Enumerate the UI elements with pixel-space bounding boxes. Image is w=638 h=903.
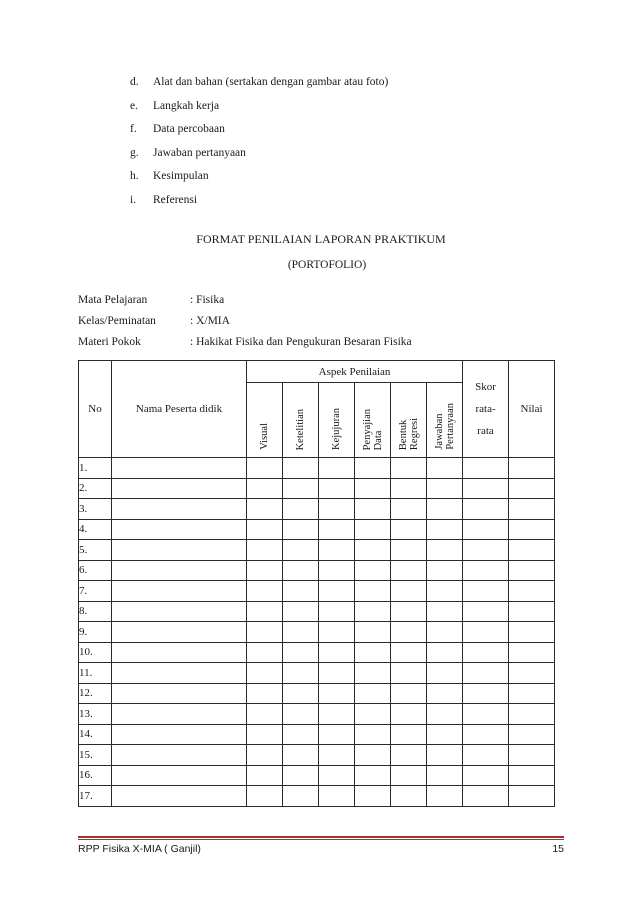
list-item: [130, 95, 388, 119]
table-cell: [391, 745, 427, 766]
table-cell: [355, 683, 391, 704]
table-cell: [509, 622, 555, 643]
aspect-header-line: Jawaban: [433, 413, 445, 450]
table-cell: [509, 601, 555, 622]
list-item: [130, 189, 388, 213]
table-cell: [247, 663, 283, 684]
table-cell: [391, 601, 427, 622]
table-cell: [112, 786, 247, 807]
table-cell: [427, 765, 463, 786]
list-marker: i.: [130, 193, 137, 206]
table-cell: [463, 745, 509, 766]
table-row: [79, 622, 555, 643]
table-cell: [509, 642, 555, 663]
form-title: FORMAT PENILAIAN LAPORAN PRAKTIKUM: [196, 232, 446, 246]
row-number: 4.: [79, 519, 112, 540]
list-text: Langkah kerja: [153, 99, 220, 112]
metadata-row: [78, 290, 412, 311]
row-number: 3.: [79, 499, 112, 520]
table-cell: [283, 478, 319, 499]
table-cell: [319, 683, 355, 704]
table-cell: [283, 622, 319, 643]
table-cell: [427, 601, 463, 622]
aspect-header: [319, 383, 355, 458]
table-cell: [463, 622, 509, 643]
row-number: 8.: [79, 601, 112, 622]
list-item: [130, 142, 388, 166]
table-cell: [391, 540, 427, 561]
table-cell: [319, 478, 355, 499]
row-number: 13.: [79, 704, 112, 725]
table-cell: [509, 765, 555, 786]
metadata-value: : Fisika: [190, 294, 225, 306]
form-metadata: [78, 290, 412, 353]
table-cell: [319, 560, 355, 581]
table-cell: [112, 519, 247, 540]
table-cell: [391, 478, 427, 499]
row-number: 5.: [79, 540, 112, 561]
table-cell: [112, 499, 247, 520]
table-cell: [509, 499, 555, 520]
table-cell: [355, 478, 391, 499]
table-cell: [319, 786, 355, 807]
table-cell: [427, 560, 463, 581]
table-cell: [463, 560, 509, 581]
table-cell: [355, 724, 391, 745]
table-cell: [427, 581, 463, 602]
table-cell: [391, 622, 427, 643]
table-cell: [319, 622, 355, 643]
aspect-header: [283, 383, 319, 458]
list-marker: f.: [130, 123, 137, 135]
table-cell: [283, 458, 319, 479]
table-cell: [283, 499, 319, 520]
list-marker: e.: [130, 99, 138, 112]
table-cell: [355, 745, 391, 766]
table-cell: [427, 724, 463, 745]
list-text: Kesimpulan: [153, 170, 209, 182]
table-cell: [247, 642, 283, 663]
table-cell: [391, 581, 427, 602]
table-cell: [427, 540, 463, 561]
table-cell: [509, 581, 555, 602]
table-cell: [427, 499, 463, 520]
table-cell: [247, 765, 283, 786]
row-number: 9.: [79, 622, 112, 643]
footer-rule: [78, 836, 564, 838]
table-cell: [391, 458, 427, 479]
table-cell: [319, 601, 355, 622]
table-cell: [355, 704, 391, 725]
table-cell: [112, 704, 247, 725]
column-average-score-header: [463, 361, 509, 458]
table-cell: [355, 519, 391, 540]
table-cell: [463, 581, 509, 602]
table-cell: [391, 560, 427, 581]
table-cell: [355, 458, 391, 479]
list-text: Data percobaan: [153, 123, 225, 135]
table-cell: [463, 683, 509, 704]
table-cell: [463, 519, 509, 540]
table-cell: [355, 786, 391, 807]
footer-document-title: RPP Fisika X-MIA ( Ganjil): [78, 843, 201, 855]
table-cell: [247, 458, 283, 479]
metadata-value: : Hakikat Fisika dan Pengukuran Besaran Fisika: [190, 336, 412, 348]
table-cell: [355, 642, 391, 663]
aspect-header-line: Visual: [259, 423, 270, 450]
table-cell: [391, 642, 427, 663]
table-cell: [463, 458, 509, 479]
aspect-header-line: Bentuk: [397, 419, 409, 450]
metadata-row: [78, 332, 412, 353]
row-number: 11.: [79, 663, 112, 684]
table-cell: [283, 560, 319, 581]
table-cell: [112, 622, 247, 643]
aspect-header-label: [434, 403, 456, 450]
table-cell: [427, 786, 463, 807]
table-cell: [247, 786, 283, 807]
table-cell: [319, 724, 355, 745]
page-number: 15: [552, 843, 564, 855]
table-cell: [112, 458, 247, 479]
aspect-header: [391, 383, 427, 458]
table-cell: [509, 540, 555, 561]
table-cell: [247, 540, 283, 561]
table-cell: [112, 581, 247, 602]
table-row: [79, 519, 555, 540]
average-score-header-line: rata-: [475, 403, 496, 415]
aspect-header-label: [398, 418, 420, 450]
table-cell: [283, 642, 319, 663]
table-row: [79, 663, 555, 684]
table-row: [79, 581, 555, 602]
metadata-value: : X/MIA: [190, 315, 230, 327]
table-cell: [355, 601, 391, 622]
metadata-label: Mata Pelajaran: [78, 294, 148, 306]
row-number: 15.: [79, 745, 112, 766]
table-row: [79, 540, 555, 561]
aspect-header-line: Data: [372, 430, 384, 450]
table-cell: [509, 704, 555, 725]
table-row: [79, 499, 555, 520]
aspect-header-line: Kejujuran: [331, 408, 342, 450]
aspect-header-label: [362, 409, 384, 450]
table-cell: [509, 458, 555, 479]
table-row: [79, 683, 555, 704]
list-text: Jawaban pertanyaan: [153, 146, 246, 159]
table-cell: [391, 499, 427, 520]
table-cell: [112, 745, 247, 766]
table-row: [79, 704, 555, 725]
table-cell: [391, 724, 427, 745]
table-cell: [427, 519, 463, 540]
table-row: [79, 458, 555, 479]
table-cell: [112, 478, 247, 499]
table-cell: [463, 499, 509, 520]
report-components-list: [130, 71, 388, 212]
table-row: [79, 724, 555, 745]
table-cell: [355, 581, 391, 602]
list-text: Referensi: [153, 193, 198, 206]
table-cell: [509, 560, 555, 581]
table-cell: [463, 601, 509, 622]
table-cell: [391, 683, 427, 704]
table-row: [79, 601, 555, 622]
row-number: 7.: [79, 581, 112, 602]
table-cell: [355, 560, 391, 581]
table-cell: [509, 519, 555, 540]
table-cell: [355, 540, 391, 561]
column-grade-header: Nilai: [509, 361, 555, 458]
table-cell: [463, 478, 509, 499]
row-number: 6.: [79, 560, 112, 581]
table-cell: [427, 622, 463, 643]
table-cell: [355, 765, 391, 786]
table-cell: [509, 683, 555, 704]
table-row: [79, 765, 555, 786]
table-cell: [427, 478, 463, 499]
column-no-header: No: [79, 361, 112, 458]
row-number: 17.: [79, 786, 112, 807]
aspect-group-header: Aspek Penilaian: [247, 361, 463, 383]
table-cell: [427, 642, 463, 663]
aspect-header: [247, 383, 283, 458]
table-cell: [427, 663, 463, 684]
table-row: [79, 478, 555, 499]
list-text: Alat dan bahan (sertakan dengan gambar atau foto): [153, 76, 389, 88]
aspect-header-line: Penyajian: [361, 408, 373, 450]
average-score-header-line: Skor: [475, 381, 496, 393]
aspect-header-line: Regresi: [408, 417, 420, 450]
table-cell: [355, 499, 391, 520]
table-cell: [355, 663, 391, 684]
table-cell: [319, 663, 355, 684]
table-row: [79, 642, 555, 663]
aspect-header-label: [295, 409, 306, 450]
row-number: 1.: [79, 458, 112, 479]
table-cell: [283, 601, 319, 622]
table-cell: [112, 724, 247, 745]
table-cell: [112, 642, 247, 663]
table-row: [79, 786, 555, 807]
table-cell: [509, 724, 555, 745]
table-cell: [427, 745, 463, 766]
table-cell: [391, 519, 427, 540]
table-cell: [509, 745, 555, 766]
table-cell: [247, 622, 283, 643]
assessment-table: [78, 360, 555, 807]
table-cell: [283, 519, 319, 540]
list-item: [130, 71, 388, 95]
table-cell: [283, 540, 319, 561]
aspect-header-label: [259, 423, 270, 450]
table-cell: [319, 499, 355, 520]
table-cell: [427, 683, 463, 704]
table-cell: [247, 499, 283, 520]
table-cell: [463, 724, 509, 745]
table-cell: [283, 663, 319, 684]
row-number: 12.: [79, 683, 112, 704]
row-number: 14.: [79, 724, 112, 745]
table-cell: [509, 663, 555, 684]
row-number: 2.: [79, 478, 112, 499]
table-cell: [319, 765, 355, 786]
aspect-header-label: [331, 408, 342, 450]
table-cell: [509, 786, 555, 807]
list-marker: d.: [130, 76, 139, 88]
table-cell: [112, 601, 247, 622]
table-cell: [247, 745, 283, 766]
row-number: 10.: [79, 642, 112, 663]
table-cell: [319, 704, 355, 725]
table-cell: [391, 704, 427, 725]
list-item: [130, 118, 388, 142]
table-cell: [319, 581, 355, 602]
list-marker: g.: [130, 146, 139, 159]
table-cell: [247, 683, 283, 704]
table-cell: [319, 519, 355, 540]
footer-rule-thin: [78, 839, 564, 840]
table-cell: [112, 560, 247, 581]
aspect-header: [427, 383, 463, 458]
aspect-header-line: Pertanyaan: [444, 403, 456, 450]
metadata-row: [78, 311, 412, 332]
table-cell: [247, 581, 283, 602]
table-cell: [463, 704, 509, 725]
table-cell: [283, 704, 319, 725]
list-marker: h.: [130, 170, 139, 182]
table-cell: [247, 704, 283, 725]
table-cell: [391, 663, 427, 684]
table-cell: [247, 519, 283, 540]
table-cell: [463, 786, 509, 807]
table-cell: [355, 622, 391, 643]
aspect-header-line: Ketelitian: [295, 408, 306, 450]
table-row: [79, 745, 555, 766]
aspect-header: [355, 383, 391, 458]
table-cell: [427, 704, 463, 725]
table-cell: [112, 683, 247, 704]
table-cell: [463, 765, 509, 786]
table-cell: [283, 724, 319, 745]
table-cell: [247, 601, 283, 622]
table-cell: [112, 540, 247, 561]
table-cell: [319, 458, 355, 479]
table-cell: [463, 642, 509, 663]
table-cell: [283, 745, 319, 766]
table-cell: [112, 663, 247, 684]
table-cell: [283, 765, 319, 786]
table-cell: [247, 724, 283, 745]
table-cell: [463, 540, 509, 561]
table-cell: [112, 765, 247, 786]
table-cell: [509, 478, 555, 499]
table-cell: [283, 581, 319, 602]
table-cell: [283, 786, 319, 807]
average-score-header-line: rata: [477, 425, 494, 437]
table-cell: [319, 642, 355, 663]
metadata-label: Materi Pokok: [78, 336, 141, 348]
table-cell: [283, 683, 319, 704]
table-cell: [247, 478, 283, 499]
metadata-label: Kelas/Peminatan: [78, 315, 156, 327]
table-row: [79, 560, 555, 581]
column-name-header: Nama Peserta didik: [112, 361, 247, 458]
table-cell: [319, 540, 355, 561]
table-cell: [319, 745, 355, 766]
table-cell: [391, 765, 427, 786]
table-cell: [391, 786, 427, 807]
form-subtitle: (PORTOFOLIO): [287, 259, 367, 271]
table-cell: [463, 663, 509, 684]
row-number: 16.: [79, 765, 112, 786]
table-cell: [427, 458, 463, 479]
table-cell: [247, 560, 283, 581]
list-item: [130, 165, 388, 189]
